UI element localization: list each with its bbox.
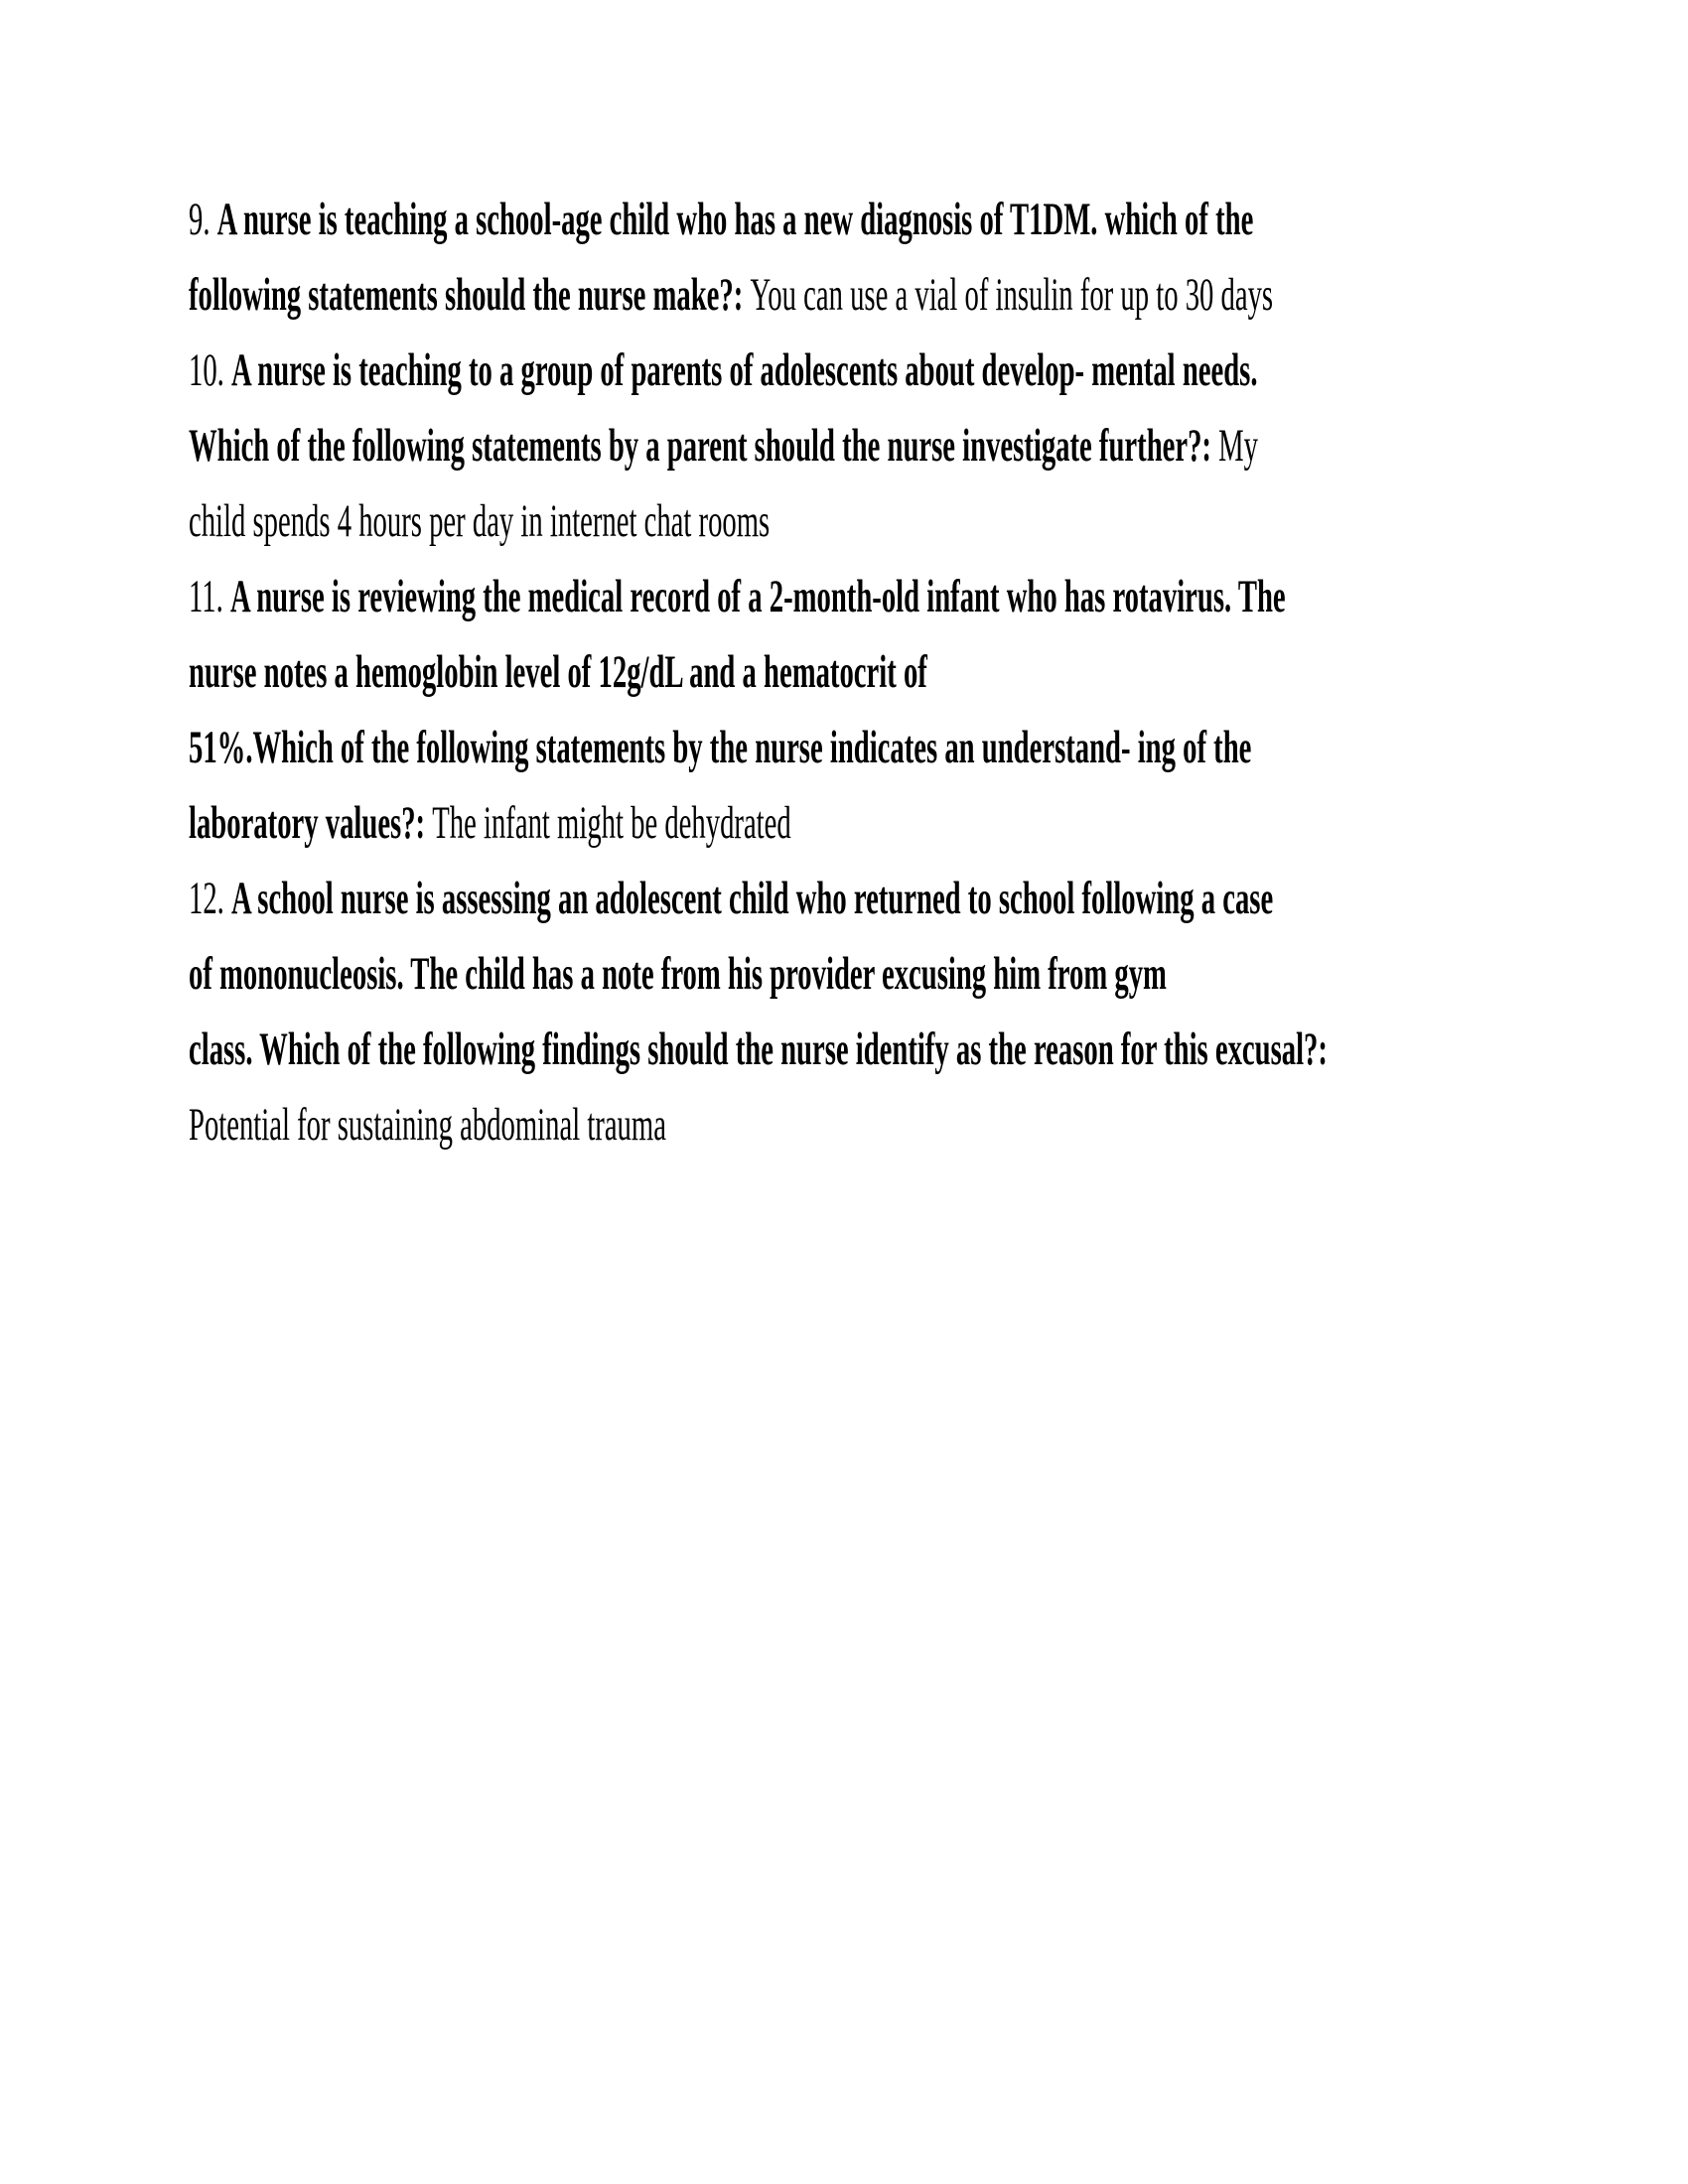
question: class. Which of the following findings should the nurse identify as the reason for this excusal?: — [189, 1024, 1328, 1075]
question: of mononucleosis. The child has a note from his provider excusing him from gym — [189, 948, 1167, 1000]
document-line — [189, 785, 791, 861]
document-line — [189, 408, 1258, 483]
document-line — [189, 1012, 1328, 1087]
document-line — [189, 257, 1273, 333]
document-text — [189, 182, 1688, 1162]
question-number: 9. — [189, 194, 217, 245]
question: Which of the following statements by a parent should the nurse investigate further?: — [189, 420, 1219, 472]
question: A school nurse is assessing an adolescent child who returned to school following a case — [231, 873, 1274, 924]
answer: The infant might be dehydrated — [432, 797, 791, 849]
question: A nurse is teaching a school-age child who has a new diagnosis of T1DM. which of the — [216, 194, 1254, 245]
question: A nurse is reviewing the medical record of a 2-month-old infant who has rotavirus. The — [229, 571, 1286, 622]
document-line — [189, 182, 1253, 257]
question: following statements should the nurse make?: — [189, 269, 751, 321]
document-line — [189, 634, 927, 710]
question: laboratory values?: — [189, 797, 433, 849]
answer: My — [1218, 420, 1258, 472]
document-line — [189, 483, 770, 559]
question-number: 11. — [189, 571, 230, 622]
question-number: 12. — [189, 873, 232, 924]
answer: Potential for sustaining abdominal trauma — [189, 1099, 666, 1151]
document-line — [189, 559, 1286, 634]
question: nurse notes a hemoglobin level of 12g/dL and a hematocrit of — [189, 646, 927, 698]
question-number: 10. — [189, 344, 232, 396]
answer: You can use a vial of insulin for up to 30 days — [750, 269, 1274, 321]
document-line — [189, 861, 1273, 936]
document-line — [189, 1087, 666, 1162]
document-line — [189, 710, 1251, 785]
document-line — [189, 936, 1167, 1012]
document-line — [189, 333, 1257, 408]
question: 51%.Which of the following statements by the nurse indicates an understand- ing of the — [189, 722, 1252, 773]
answer: child spends 4 hours per day in internet chat rooms — [189, 495, 771, 547]
question: A nurse is teaching to a group of parents of adolescents about develop- mental needs. — [231, 344, 1258, 396]
